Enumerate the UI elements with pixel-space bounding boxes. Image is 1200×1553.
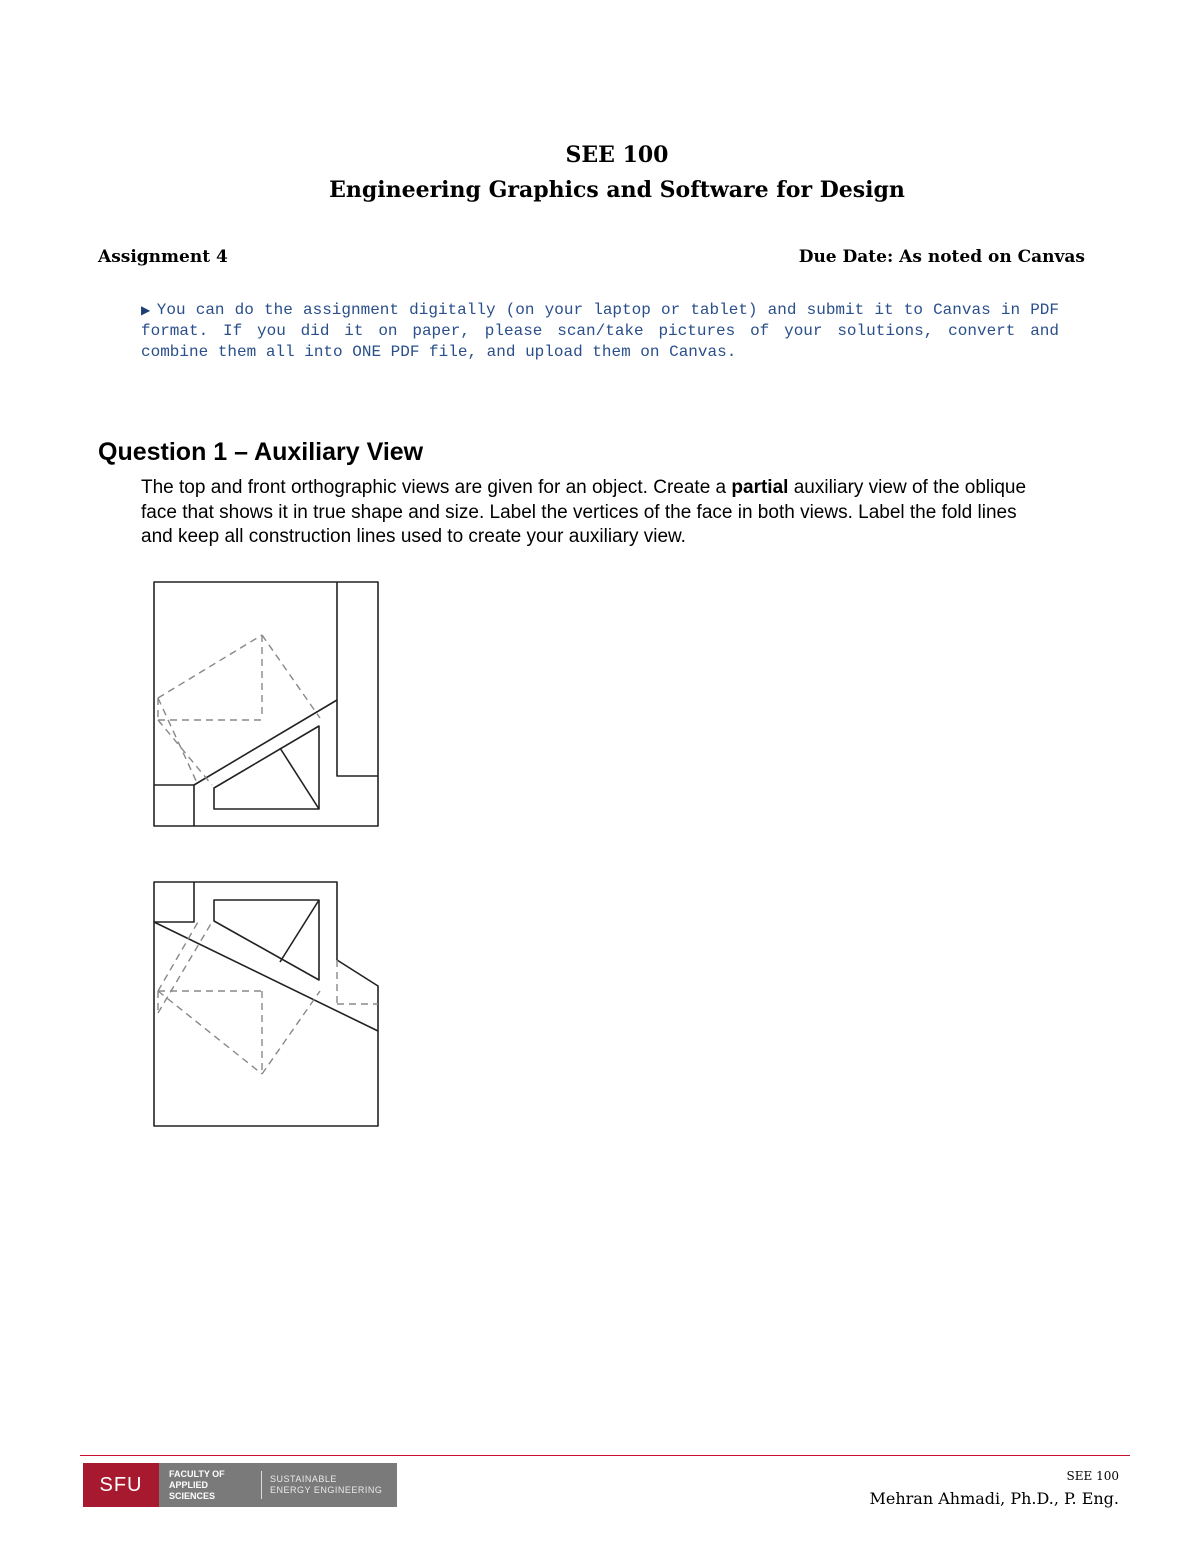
question-1-heading: Question 1 – Auxiliary View <box>98 438 424 466</box>
front-view-hidden-line <box>262 991 320 1074</box>
question-body-bold: partial <box>731 477 789 498</box>
top-view-face-diagonal <box>280 748 319 809</box>
logo-dept-line1: SUSTAINABLE <box>270 1474 337 1484</box>
top-view-hidden-line <box>158 698 198 785</box>
footer-author: Mehran Ahmadi, Ph.D., P. Eng. <box>869 1489 1119 1508</box>
logo-faculty-line1: FACULTY OF <box>169 1468 225 1479</box>
front-view-outline <box>154 882 378 1126</box>
sfu-logo-mark: SFU <box>83 1463 159 1507</box>
front-view-hidden-line <box>158 991 262 1074</box>
front-view-left-notch <box>154 882 194 922</box>
course-title: Engineering Graphics and Software for Design <box>329 177 905 203</box>
front-view-hidden-line <box>158 922 212 1013</box>
logo-dept-line2: ENERGY ENGINEERING <box>270 1485 383 1495</box>
top-view-hidden-line <box>262 635 320 718</box>
logo-department <box>268 1463 382 1507</box>
question-body-part2: auxiliary view of the oblique face that shows it in true shape and size. Label the vertices of the face in both views. Label the fold lines and keep all construction lines used to create your auxiliary view. <box>141 477 1027 547</box>
assignment-number: Assignment 4 <box>98 247 228 267</box>
instruction-text: You can do the assignment digitally (on your laptop or tablet) and submit it to Canvas in PDF format. If you did it on paper, please scan/take pictures of your solutions, convert and combine them all into ONE PDF file, and upload them on Canvas. <box>141 301 1059 361</box>
logo-faculty <box>159 1463 255 1507</box>
sfu-logo <box>83 1463 397 1507</box>
front-view-face-diagonal <box>280 900 319 962</box>
logo-faculty-line2: APPLIED SCIENCES <box>169 1479 216 1501</box>
top-view-drawing <box>150 578 382 830</box>
top-view-outline <box>154 582 378 826</box>
due-date: Due Date: As noted on Canvas <box>798 247 1085 267</box>
footer-divider <box>80 1455 1130 1456</box>
front-view-oblique-face <box>214 900 319 980</box>
course-code: SEE 100 <box>565 142 669 168</box>
question-1-body <box>141 476 1041 550</box>
logo-divider <box>261 1471 262 1499</box>
top-view-left-notch <box>154 785 194 826</box>
footer-course-code: SEE 100 <box>1066 1469 1119 1483</box>
top-view-hidden-line <box>158 635 262 698</box>
question-body-part1: The top and front orthographic views are given for an object. Create a <box>141 477 732 498</box>
top-view-right-slot <box>337 582 378 776</box>
submission-instruction <box>141 300 1059 362</box>
front-view-drawing <box>150 878 382 1130</box>
top-view-hidden-line <box>158 720 212 785</box>
top-view-slanted-edge <box>194 700 337 785</box>
top-view-oblique-face <box>214 726 319 809</box>
triangle-right-icon: ▶ <box>141 304 151 318</box>
